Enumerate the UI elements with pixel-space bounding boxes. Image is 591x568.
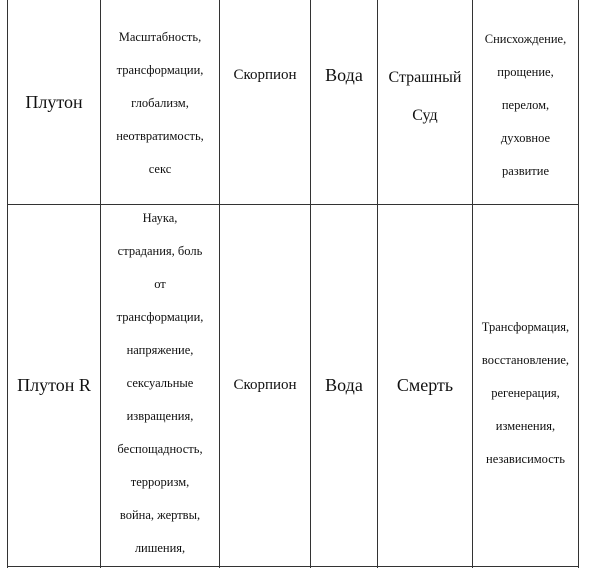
row-1-meaning: [473, 10, 578, 200]
keyword: сексуальные: [126, 375, 194, 390]
meaning-line: перелом,: [501, 97, 550, 112]
keyword: беспощадность,: [117, 441, 203, 456]
keyword: лишения,: [134, 540, 186, 555]
planet-label: Плутон R: [17, 375, 91, 395]
row-2-meaning: [473, 225, 578, 561]
sign-label: Скорпион: [233, 66, 297, 83]
meaning-line: Снисхождение,: [484, 31, 567, 46]
keyword: Наука,: [142, 210, 178, 225]
keyword: трансформации,: [116, 62, 204, 77]
tarot-line: Суд: [412, 107, 438, 124]
meaning-line: изменения,: [495, 418, 556, 433]
meaning-line: духовное: [500, 130, 551, 145]
keyword: глобализм,: [131, 95, 189, 110]
tarot-line: Смерть: [396, 375, 454, 395]
keyword: война, жертвы,: [119, 507, 201, 522]
astrology-table: [7, 0, 579, 568]
grid-line: [7, 566, 579, 567]
grid-line: [578, 0, 579, 568]
keyword: извращения,: [126, 408, 194, 423]
meaning-line: восстановление,: [481, 352, 570, 367]
keyword: страдания, боль: [117, 243, 203, 258]
row-1-planet: [8, 0, 100, 204]
element-label: Вода: [325, 375, 363, 395]
meaning-line: регенерация,: [491, 385, 560, 400]
meaning-line: прощение,: [497, 64, 554, 79]
planet-label: Плутон: [25, 91, 83, 112]
keyword: напряжение,: [126, 342, 194, 357]
element-label: Вода: [325, 64, 363, 85]
meaning-line: развитие: [501, 163, 549, 178]
meaning-line: Трансформация,: [481, 319, 570, 334]
keyword: трансформации,: [116, 309, 204, 324]
row-2-sign: [220, 205, 310, 566]
keyword: Масштабность,: [118, 29, 202, 44]
keyword: терроризм,: [130, 474, 190, 489]
row-2-keywords: [101, 200, 219, 566]
row-1-sign: [220, 0, 310, 150]
row-1-element: [311, 0, 377, 150]
keyword: от: [154, 276, 166, 291]
keyword: неотвратимость,: [116, 128, 204, 143]
row-1-keywords: [101, 8, 219, 198]
row-1-tarot: [378, 52, 472, 142]
meaning-line: независимость: [486, 451, 565, 466]
row-2-planet: [8, 205, 100, 566]
sign-label: Скорпион: [233, 377, 297, 393]
keyword: секс: [148, 161, 172, 176]
tarot-line: Страшный: [388, 69, 462, 86]
row-2-element: [311, 205, 377, 566]
row-2-tarot: [378, 205, 472, 566]
